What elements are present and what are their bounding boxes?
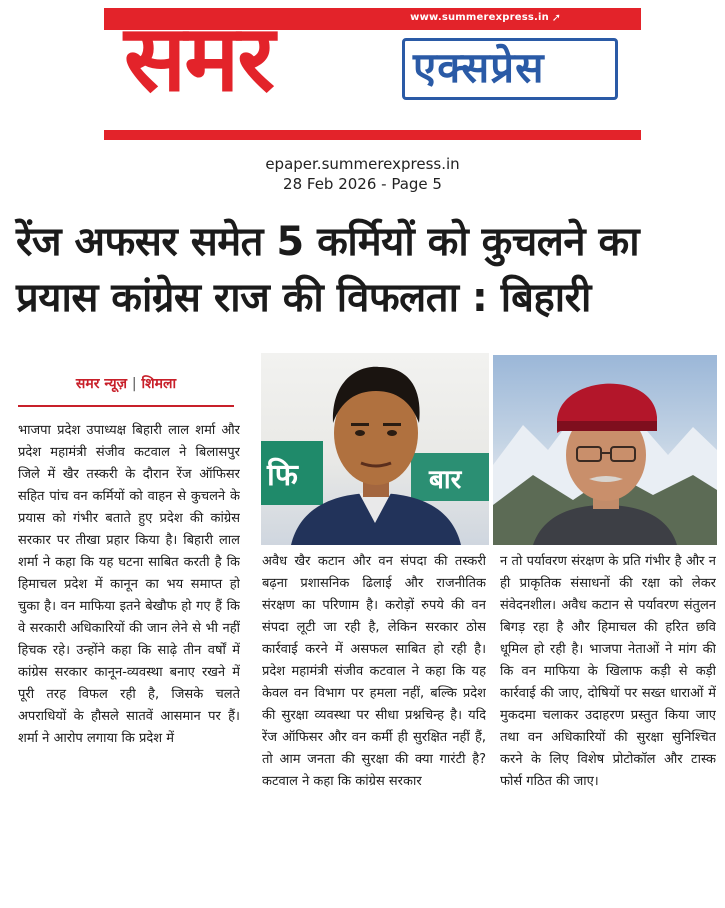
article-column-3: न तो पर्यावरण संरक्षण के प्रति गंभीर है और न ही प्राकृतिक संसाधनों की रक्षा को लेकर संवेदनशील। अवैध कटान से पर्यावरण संतुलन बिगड़ रहा है और हिमाचल की हरित छवि धूमिल हो रही है। भाजपा नेताओं ने मांग की कि वन माफिया के खिलाफ कड़ी से कड़ी कार्रवाई की जाए, दोषियों पर सख्त धाराओं में मुकदमा चलाकर उदाहरण प्रस्तुत किया जाए तथा वन अधिकारियों की सुरक्षा सुनिश्चित करने के लिए विशेष प्रोटोकॉल और टास्क फोर्स गठित की जाए। — [500, 554, 716, 789]
article-column-2: अवैध खैर कटान और वन संपदा की तस्करी बढ़ना प्रशासनिक ढिलाई और राजनीतिक संरक्षण का परिणाम है। करोड़ों रुपये की वन संपदा लूटी जा रही है, लेकिन सरकार ठोस कार्रवाई करने में असफल साबित हो रही है। प्रदेश महामंत्री संजीव कटवाल ने कहा कि यह केवल वन विभाग पर हमला नहीं, बल्कि प्रदेश की सुरक्षा व्यवस्था पर सीधा प्रश्नचिन्ह है। यदि रेंज ऑफिसर और वन कर्मी ही सुरक्षित नहीं हैं, तो आम जनता की सुरक्षा की क्या गारंटी है? कटवाल ने कहा कि कांग्रेस सरकार — [262, 554, 486, 789]
left-brow — [351, 423, 369, 426]
epaper-site-link[interactable]: epaper.summerexpress.in — [265, 155, 460, 173]
cursor-arrow-icon: ➚ — [551, 11, 561, 24]
masthead-url[interactable]: www.summerexpress.in — [410, 12, 549, 23]
right-eye — [387, 430, 397, 436]
masthead-bottom-bar — [104, 130, 641, 140]
left-eye — [355, 430, 365, 436]
banner-text-right: बार — [429, 465, 462, 495]
byline — [18, 374, 234, 393]
article-headline: रेंज अफसर समेत 5 कर्मियों को कुचलने का प्रयास कांग्रेस राज की विफलता : बिहारी — [16, 219, 640, 321]
banner-text-left: फि — [267, 458, 298, 493]
photo-sanjeev-katwal — [261, 353, 489, 545]
article-column-1: भाजपा प्रदेश उपाध्यक्ष बिहारी लाल शर्मा और प्रदेश महामंत्री संजीव कटवाल ने बिलासपुर जिले में खैर तस्करी के दौरान रेंज ऑफिसर सहित पांच वन कर्मियों को वाहन से कुचलने के प्रयास को गंभीर बताते हुए प्रदेश की कांग्रेस सरकार पर तीखा प्रहार किया है। बिहारी लाल शर्मा ने कहा कि यह घटना साबित करती है कि हिमाचल प्रदेश में कानून का भय समाप्त हो चुका है। वन माफिया इतने बेखौफ हो गए हैं कि वे सरकारी अधिकारियों की जान लेने से भी नहीं हिचक रहे। उन्होंने कहा कि साढ़े तीन वर्षों में कांग्रेस सरकार कानून-व्यवस्था बनाए रखने में पूरी तरह विफल रही है, जिसके चलते अपराधियों के हौसले सातवें आसमान पर हैं। शर्मा ने आरोप लगाया कि प्रदेश में — [18, 423, 240, 746]
byline-separator: | — [131, 376, 137, 392]
byline-rule — [18, 405, 234, 407]
photo-bihari-lal-sharma — [493, 355, 717, 545]
right-brow — [383, 423, 401, 426]
logo-sub-text: एक्सप्रेस — [413, 43, 545, 92]
byline-agency: समर न्यूज़ — [75, 376, 127, 392]
portrait-man-right-illustration — [493, 355, 717, 545]
masthead — [104, 5, 641, 140]
byline-place: शिमला — [141, 376, 177, 392]
logo-main-text: समर — [124, 5, 273, 112]
epaper-date-page: 28 Feb 2026 - Page 5 — [283, 175, 442, 193]
portrait-man-left-illustration — [261, 353, 489, 545]
cap-band — [557, 421, 657, 431]
logo-sub-box — [402, 38, 618, 100]
